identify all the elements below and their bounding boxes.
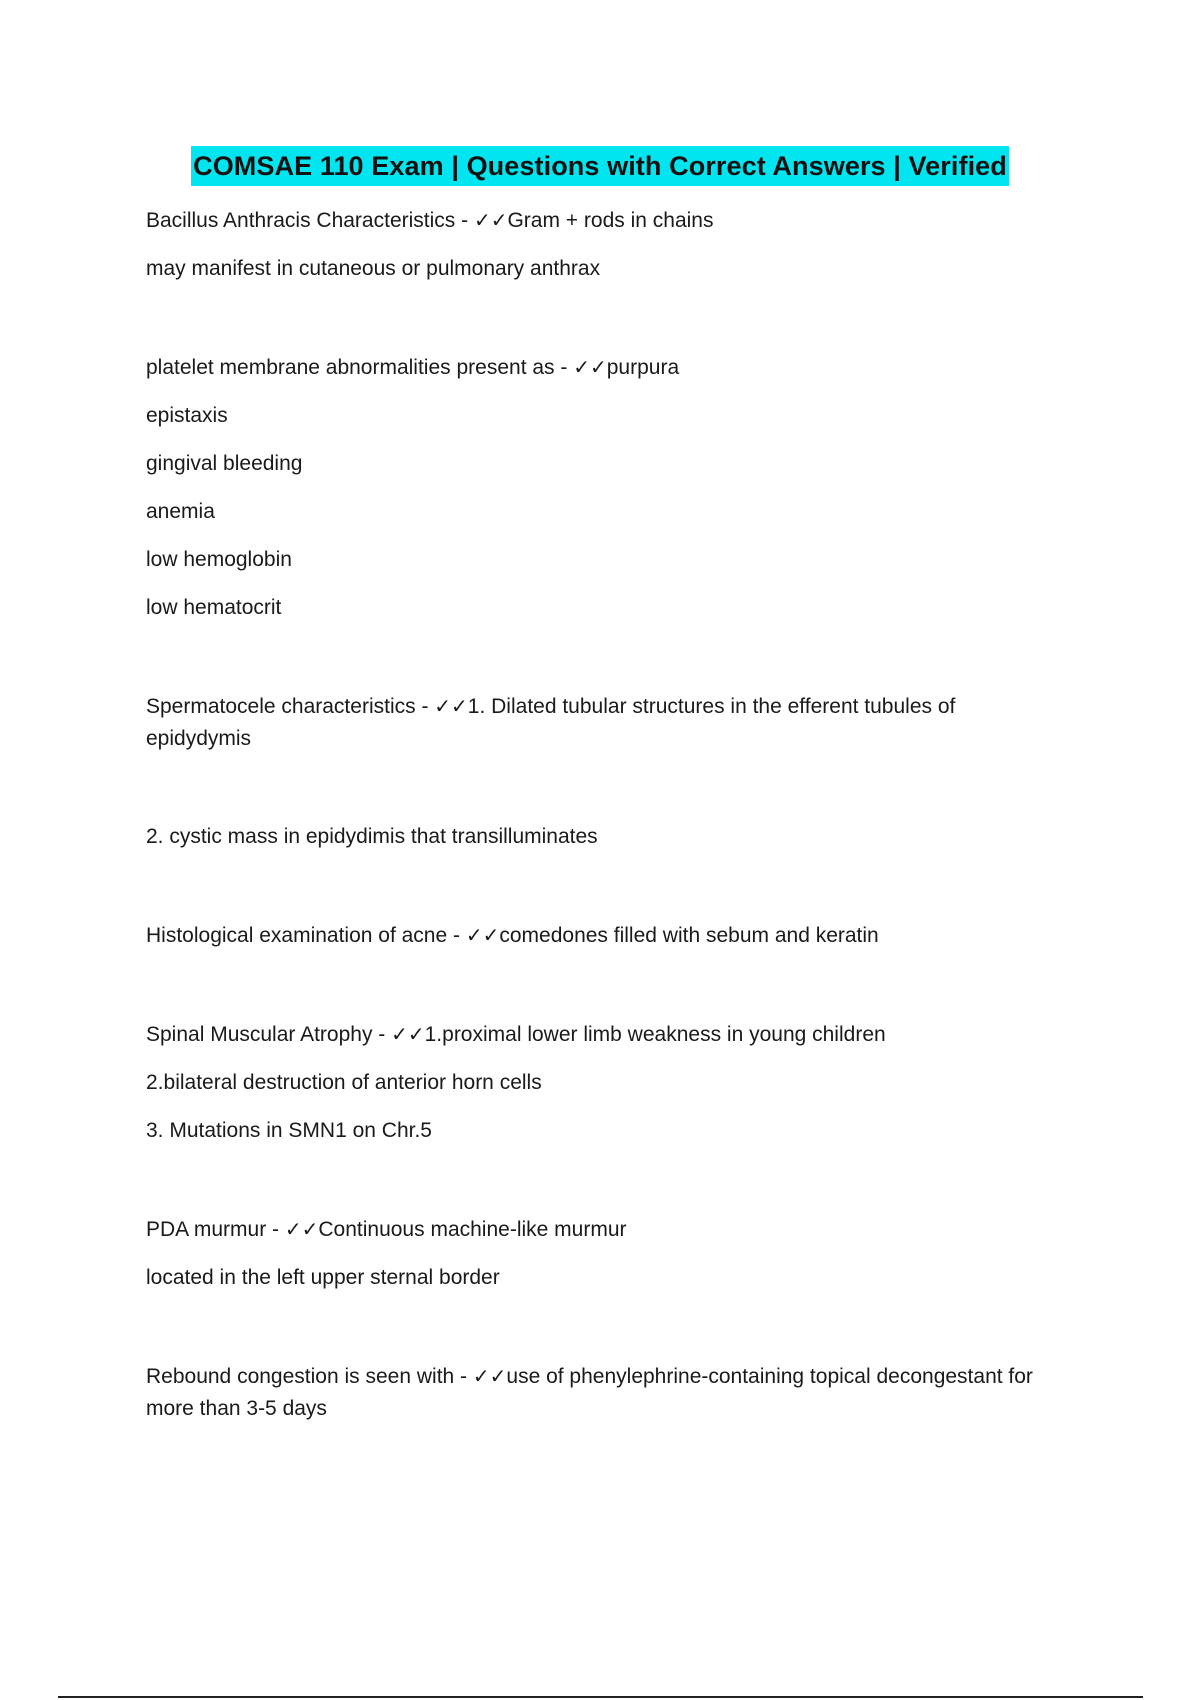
qa-question-line xyxy=(146,919,1046,952)
question-text: Rebound congestion is seen with - xyxy=(146,1365,473,1388)
qa-question-line xyxy=(146,1213,1046,1246)
spacer xyxy=(146,1163,1046,1213)
question-text: Spermatocele characteristics - xyxy=(146,695,435,718)
answer-extra-line: may manifest in cutaneous or pulmonary anthrax xyxy=(146,257,601,280)
qa-question-line xyxy=(146,351,1046,384)
check-mark-icon: ✓✓ xyxy=(473,208,508,232)
answer-extra-line: gingival bleeding xyxy=(146,452,303,475)
qa-question-line xyxy=(146,1018,1046,1051)
check-mark-icon: ✓✓ xyxy=(573,355,607,379)
qa-question-line xyxy=(146,690,1046,755)
check-mark-icon: ✓✓ xyxy=(284,1217,319,1241)
answer-text: 1.proximal lower limb weakness in young children xyxy=(424,1023,886,1046)
answer-extra-line: located in the left upper sternal border xyxy=(146,1266,500,1289)
answer-extra-line: low hematocrit xyxy=(146,596,282,619)
question-text: Spinal Muscular Atrophy - xyxy=(146,1023,392,1046)
question-text: PDA murmur - xyxy=(146,1218,285,1241)
spacer xyxy=(146,869,1046,919)
answer-text: Continuous machine-like murmur xyxy=(318,1218,627,1241)
page-title: COMSAE 110 Exam | Questions with Correct Answers | Verified xyxy=(191,146,1009,186)
footer-divider xyxy=(58,1696,1143,1698)
check-mark-icon: ✓✓ xyxy=(465,923,500,947)
answer-text: use of phenylephrine-containing topical decongestant for more than 3-5 days xyxy=(146,1365,1039,1420)
answer-text: comedones filled with sebum and keratin xyxy=(499,924,879,947)
check-mark-icon: ✓✓ xyxy=(391,1022,425,1046)
check-mark-icon: ✓✓ xyxy=(472,1364,507,1388)
answer-text: Gram + rods in chains xyxy=(507,209,714,232)
qa-list xyxy=(146,204,1046,1441)
question-text: Histological examination of acne - xyxy=(146,924,466,947)
qa-question-line xyxy=(146,1360,1046,1425)
spacer xyxy=(146,771,1046,821)
answer-text: 1. Dilated tubular structures in the efferent tubules of epidydymis xyxy=(146,695,962,750)
check-mark-icon: ✓✓ xyxy=(434,694,468,718)
answer-extra-line: 2.bilateral destruction of anterior horn cells xyxy=(146,1071,542,1094)
spacer xyxy=(146,301,1046,351)
answer-extra-line: epistaxis xyxy=(146,404,228,427)
question-text: Bacillus Anthracis Characteristics - xyxy=(146,209,474,232)
answer-extra-line: low hemoglobin xyxy=(146,548,292,571)
spacer xyxy=(146,968,1046,1018)
answer-extra-line: anemia xyxy=(146,500,215,523)
qa-question-line xyxy=(146,204,1046,237)
question-text: platelet membrane abnormalities present as - xyxy=(146,356,574,379)
spacer xyxy=(146,1310,1046,1360)
answer-text: purpura xyxy=(606,356,680,379)
title-wrap xyxy=(0,146,1200,186)
spacer xyxy=(146,640,1046,690)
answer-extra-line: 2. cystic mass in epidydimis that transilluminates xyxy=(146,825,598,848)
answer-extra-line: 3. Mutations in SMN1 on Chr.5 xyxy=(146,1119,432,1142)
